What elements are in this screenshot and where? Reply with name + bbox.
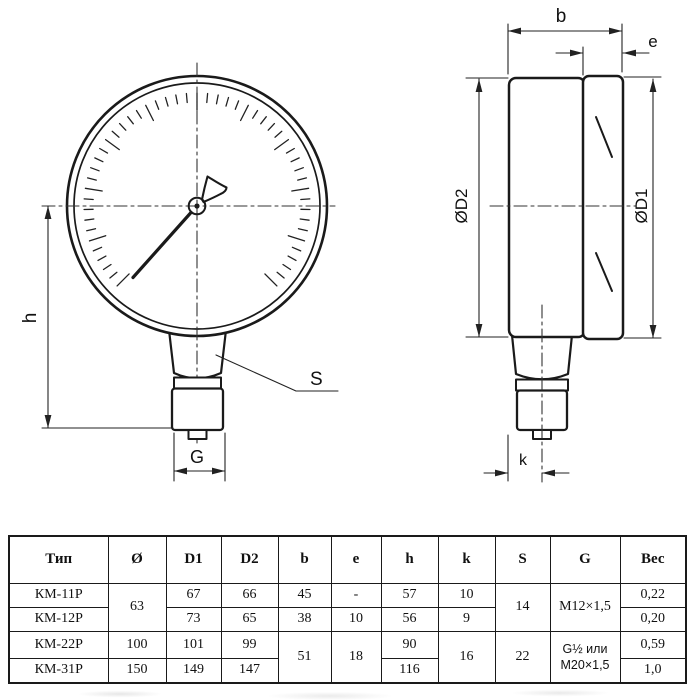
cell-type: КМ-31Р	[9, 658, 108, 683]
header-diameter: Ø	[108, 536, 166, 583]
header-h: h	[381, 536, 438, 583]
front-nipple	[189, 430, 207, 439]
cell-e: 18	[331, 631, 381, 683]
cell-weight: 0,59	[620, 631, 686, 658]
cell-type: КМ-12Р	[9, 607, 108, 631]
cell-b: 51	[278, 631, 331, 683]
needle-hub-pin	[194, 203, 199, 208]
cell-weight: 0,20	[620, 607, 686, 631]
header-k: k	[438, 536, 495, 583]
table-header-row	[9, 536, 686, 583]
cell-weight: 1,0	[620, 658, 686, 683]
cell-diameter: 150	[108, 658, 166, 683]
cell-d2: 99	[221, 631, 278, 658]
dim-label-d1: ØD1	[632, 188, 651, 224]
header-b: b	[278, 536, 331, 583]
cell-k: 10	[438, 583, 495, 607]
dim-label-b: b	[555, 6, 567, 27]
cell-s: 14	[495, 583, 550, 631]
cell-d2: 66	[221, 583, 278, 607]
dimensions-table	[8, 535, 687, 684]
header-weight: Вес	[620, 536, 686, 583]
dim-label-h: h	[20, 312, 41, 324]
cell-d1: 73	[166, 607, 221, 631]
table-row	[9, 631, 686, 658]
header-e: e	[331, 536, 381, 583]
header-d1: D1	[166, 536, 221, 583]
front-view	[20, 63, 338, 481]
cell-b: 38	[278, 607, 331, 631]
side-view	[452, 6, 661, 482]
cell-diameter: 100	[108, 631, 166, 658]
cell-d2: 65	[221, 607, 278, 631]
table-row	[9, 583, 686, 607]
cell-h: 116	[381, 658, 438, 683]
cell-e: 10	[331, 607, 381, 631]
cell-type: КМ-22Р	[9, 631, 108, 658]
cell-weight: 0,22	[620, 583, 686, 607]
dim-label-s: S	[310, 369, 323, 390]
header-type: Тип	[9, 536, 108, 583]
dim-label-d2: ØD2	[452, 188, 471, 224]
cell-h: 57	[381, 583, 438, 607]
cell-k: 9	[438, 607, 495, 631]
cell-d2: 147	[221, 658, 278, 683]
g-thread-line2: M20×1,5	[560, 657, 610, 672]
front-collar	[174, 378, 221, 389]
cell-diameter: 63	[108, 583, 166, 631]
side-bezel	[583, 76, 623, 339]
cell-e: -	[331, 583, 381, 607]
dim-label-g: G	[189, 447, 205, 467]
dim-label-k: k	[519, 452, 527, 469]
cell-g: М12×1,5	[550, 583, 620, 631]
cell-g	[550, 631, 620, 683]
header-g: G	[550, 536, 620, 583]
front-hex-nut	[172, 389, 223, 431]
cell-d1: 101	[166, 631, 221, 658]
cell-b: 45	[278, 583, 331, 607]
cell-type: КМ-11Р	[9, 583, 108, 607]
cell-k: 16	[438, 631, 495, 683]
scan-noise	[0, 686, 694, 700]
dim-label-e: e	[648, 32, 658, 51]
cell-d1: 149	[166, 658, 221, 683]
cell-h: 56	[381, 607, 438, 631]
cell-s: 22	[495, 631, 550, 683]
header-d2: D2	[221, 536, 278, 583]
header-s: S	[495, 536, 550, 583]
side-case-body	[509, 78, 585, 337]
cell-h: 90	[381, 631, 438, 658]
cell-d1: 67	[166, 583, 221, 607]
g-thread-line1: G½ или	[562, 641, 608, 656]
